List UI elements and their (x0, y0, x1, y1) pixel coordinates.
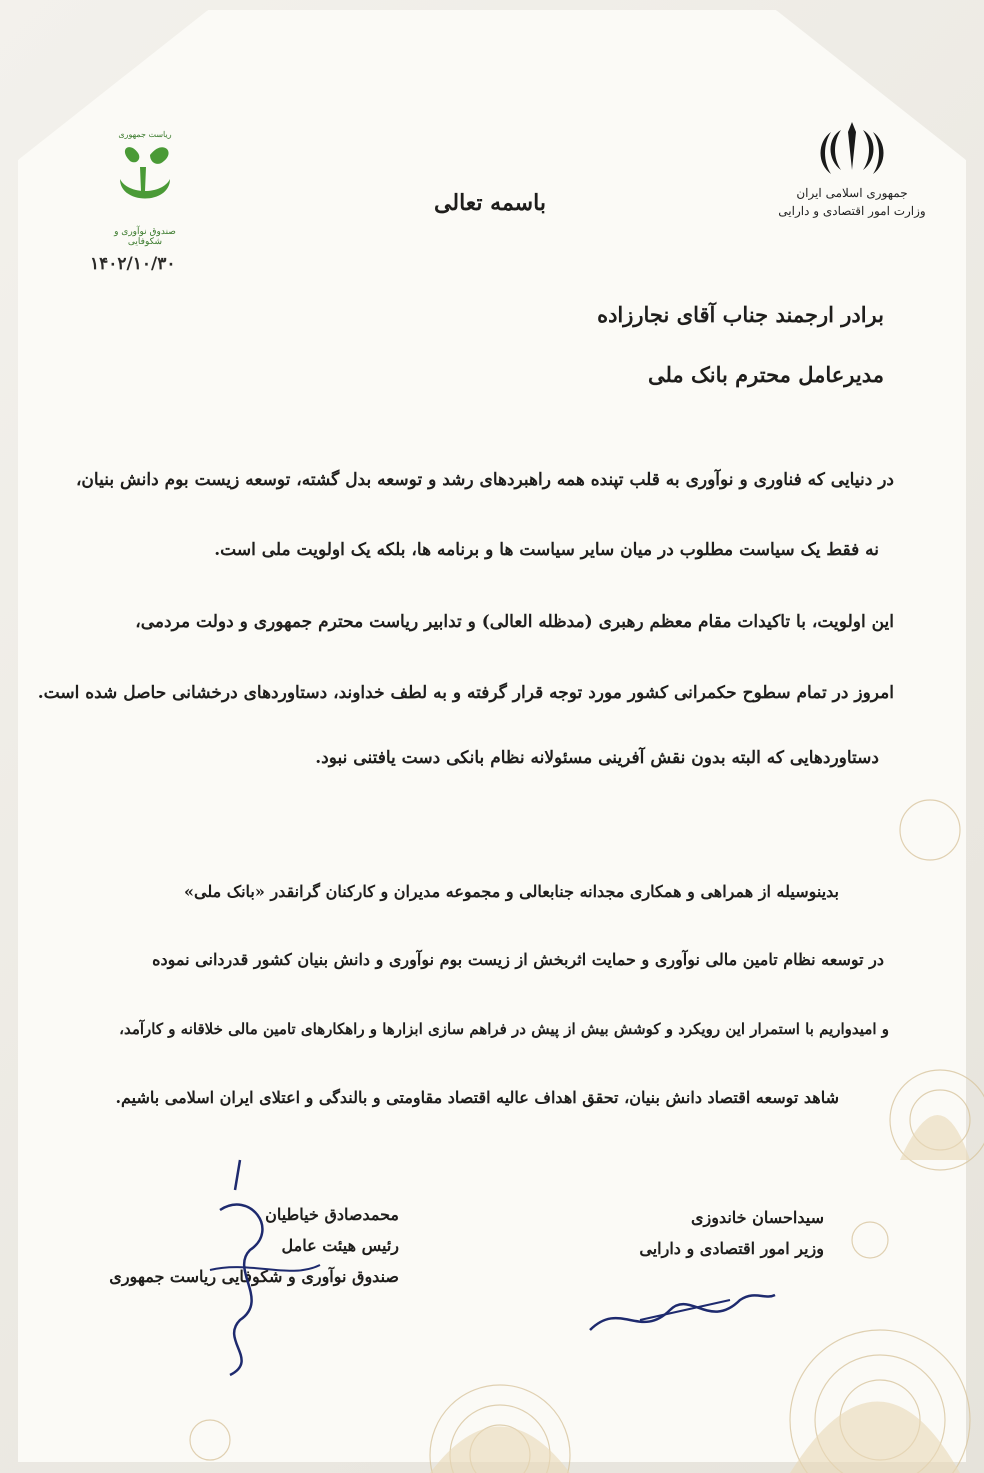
salutation-line-2: مدیرعامل محترم بانک ملی (647, 362, 884, 387)
body-line: شاهد توسعه اقتصاد دانش بنیان، تحقق اهداف عالیه اقتصاد مقاومتی و بالندگی و اعتلای ایران اسلامی باشیم. (115, 1088, 839, 1107)
body-line: این اولویت، با تاکیدات مقام معظم رهبری (مدظله العالی) و تدابیر ریاست محترم جمهوری و دولت مردمی، (135, 612, 894, 632)
fund-head-title: رئیس هیئت عامل (281, 1236, 399, 1255)
body-line: در توسعه نظام تامین مالی نوآوری و حمایت اثربخش از زیست بوم نوآوری و دانش بنیان کشور قدردانی نموده (152, 950, 884, 969)
minister-signature-icon (580, 1270, 780, 1350)
basmala-heading: باسمه تعالی (434, 190, 546, 216)
body-line: در دنیایی که فناوری و نوآوری به قلب تپنده همه راهبردهای رشد و توسعه بدل گشته، توسعه زیست بوم دانش بنیان، (75, 470, 894, 490)
body-line: امروز در تمام سطوح حکمرانی کشور مورد توجه قرار گرفته و به لطف خداوند، دستاوردهای درخشانی حاصل شده است. (37, 683, 894, 703)
emblem-ministry-text: وزارت امور اقتصادی و دارایی (778, 204, 926, 218)
fund-head-org: صندوق نوآوری و شکوفایی ریاست جمهوری (109, 1267, 399, 1286)
fund-head-name: محمدصادق خیاطیان (265, 1205, 399, 1224)
signature-minister (639, 1208, 824, 1270)
body-line: دستاوردهایی که البته بدون نقش آفرینی مسئولانه نظام بانکی دست یافتنی نبود. (315, 748, 879, 768)
body-line: و امیدواریم با استمرار این رویکرد و کوشش بیش از پیش در فراهم سازی ابزارها و راهکارهای تامین مالی خلاقانه و کارآمد، (119, 1020, 889, 1038)
sprout-logo-icon (110, 139, 180, 219)
minister-name: سیداحسان خاندوزی (690, 1208, 824, 1227)
body-line: بدینوسیله از همراهی و همکاری مجدانه جنابعالی و مجموعه مدیران و کارکنان گرانقدر «بانک ملی» (184, 882, 839, 901)
emblem-country-text: جمهوری اسلامی ایران (796, 186, 908, 200)
fund-head-signature-icon (190, 1150, 330, 1380)
iran-emblem-icon (817, 118, 887, 178)
iran-emblem (772, 118, 932, 218)
salutation-line-1: برادر ارجمند جناب آقای نجارزاده (597, 302, 884, 327)
letter-date: ۱۴۰۲/۱۰/۳۰ (90, 254, 176, 274)
minister-title: وزیر امور اقتصادی و دارایی (639, 1239, 824, 1258)
body-line: نه فقط یک سیاست مطلوب در میان سایر سیاست ها و برنامه ها، بلکه یک اولویت ملی است. (214, 540, 879, 560)
fund-logo-name-text: صندوق نوآوری و شکوفایی (114, 227, 176, 247)
fund-logo (100, 130, 190, 247)
fund-logo-top-text: ریاست جمهوری (118, 130, 172, 139)
